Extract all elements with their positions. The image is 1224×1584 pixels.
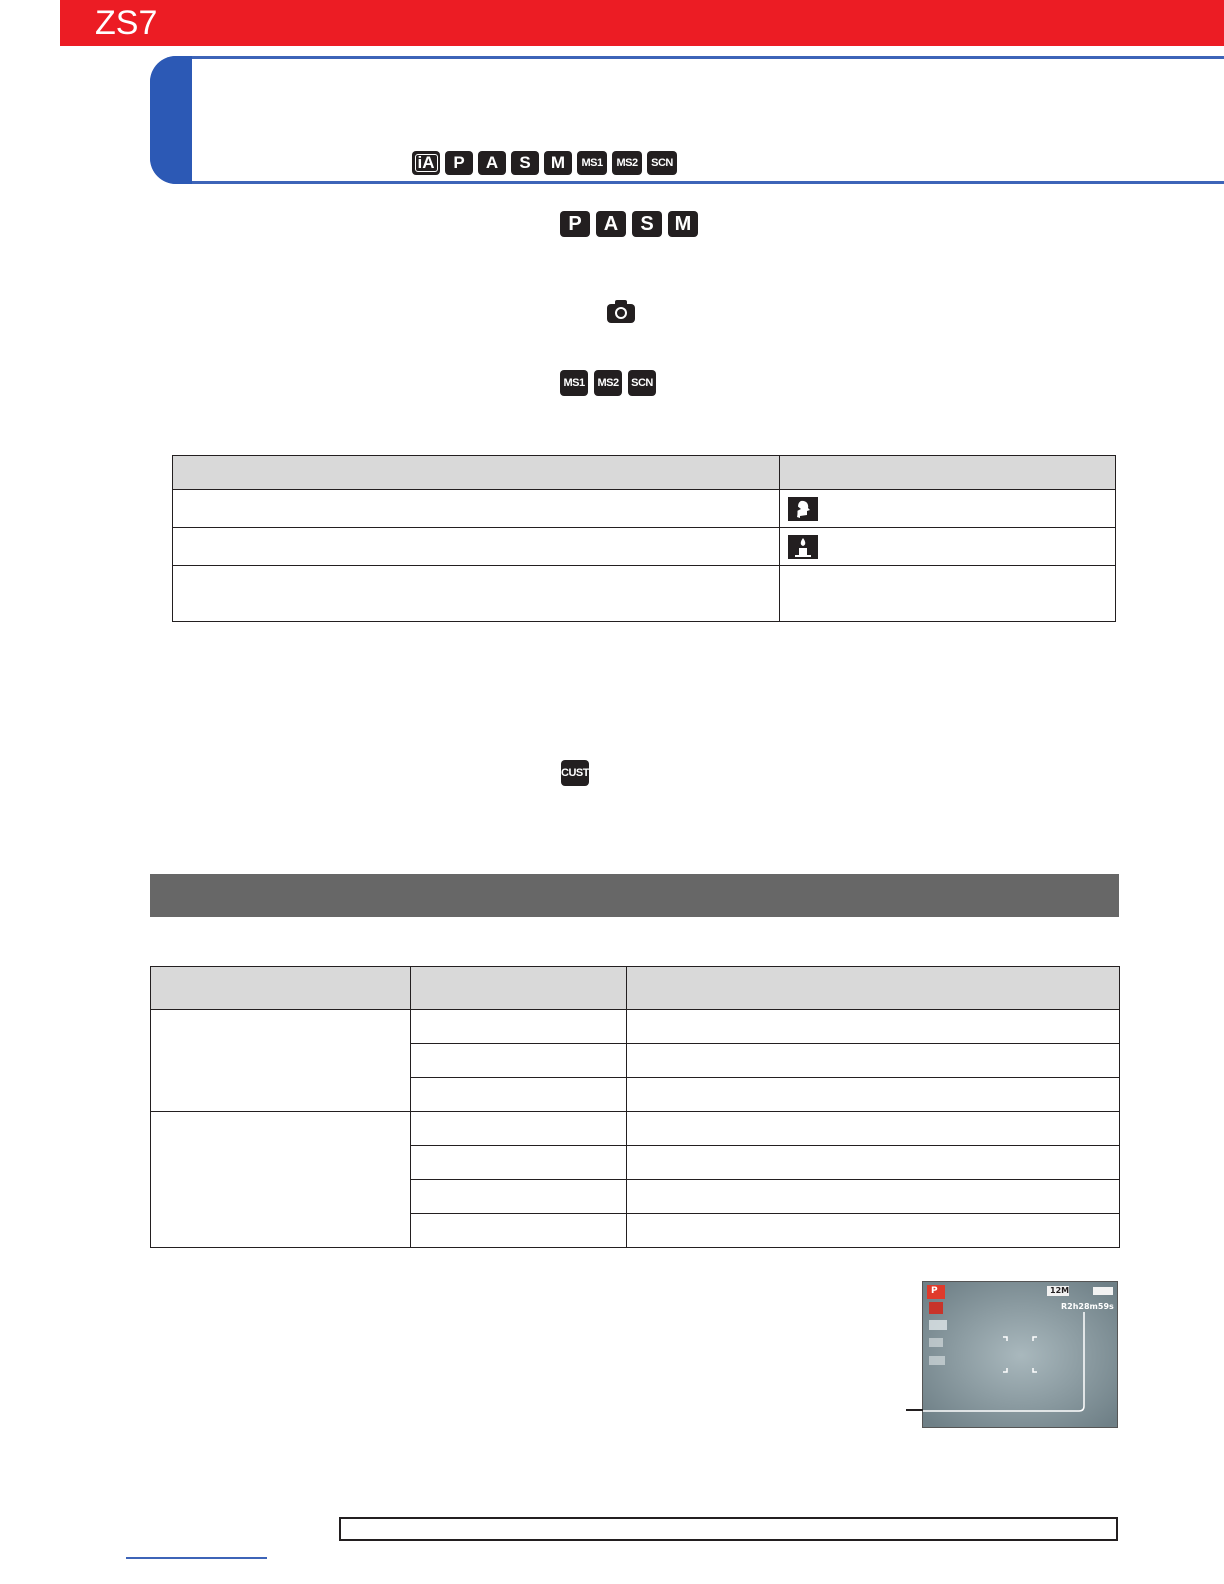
scene-mode-icon: SCN	[647, 151, 677, 175]
section-title-bar	[150, 874, 1119, 917]
table-cell	[411, 1044, 627, 1078]
group-label-cell	[151, 1112, 411, 1248]
model-name: ZS7	[95, 4, 158, 42]
table-row	[173, 490, 1116, 528]
custom-mode-icon: CUST	[561, 760, 589, 786]
lcd-picture-size: 12M	[1050, 1286, 1070, 1295]
table-cell	[627, 1180, 1120, 1214]
table-cell	[411, 1214, 627, 1248]
portrait-scene-icon	[788, 497, 818, 521]
aperture-priority-icon: A	[596, 211, 626, 237]
lcd-mode-badge: P	[931, 1286, 938, 1296]
manual-exposure-icon: M	[668, 211, 698, 237]
my-scene-1-icon: MS1	[560, 370, 588, 396]
intelligent-auto-icon: iA	[412, 151, 440, 175]
settings-table	[150, 966, 1120, 1248]
table-cell	[627, 1044, 1120, 1078]
top-header-bar	[60, 0, 1224, 46]
applicable-modes	[412, 151, 677, 175]
table-header-cell	[780, 456, 1116, 490]
program-ae-icon: P	[445, 151, 473, 175]
my-scene-2-icon: MS2	[612, 151, 642, 175]
table-cell	[780, 566, 1116, 622]
table-cell	[627, 1214, 1120, 1248]
table-cell	[627, 1112, 1120, 1146]
my-scene-1-icon: MS1	[577, 151, 607, 175]
title-tab	[150, 56, 192, 184]
table-cell	[411, 1112, 627, 1146]
table-row	[173, 566, 1116, 622]
aperture-priority-icon: A	[478, 151, 506, 175]
table-row	[151, 1112, 1120, 1146]
table-row	[173, 528, 1116, 566]
table-cell	[627, 1078, 1120, 1112]
callout-line	[906, 1409, 923, 1411]
table-header-cell	[627, 967, 1120, 1010]
table-cell	[627, 1010, 1120, 1044]
table-header-row	[173, 456, 1116, 490]
scene-icons	[560, 370, 656, 396]
shutter-priority-icon: S	[632, 211, 662, 237]
cust-icon-row	[561, 760, 589, 786]
candle-light-scene-icon	[788, 535, 818, 559]
table-cell	[780, 490, 1116, 528]
lcd-remaining-time: R2h28m59s	[1061, 1302, 1114, 1311]
title-frame	[150, 56, 1224, 184]
table-cell	[173, 490, 780, 528]
group-label-cell	[151, 1010, 411, 1112]
table-row	[151, 1010, 1120, 1044]
table-header-cell	[151, 967, 411, 1010]
shutter-priority-icon: S	[511, 151, 539, 175]
manual-exposure-icon: M	[544, 151, 572, 175]
table-header-cell	[411, 967, 627, 1010]
program-ae-icon: P	[560, 211, 590, 237]
table-cell	[411, 1010, 627, 1044]
table-cell	[411, 1078, 627, 1112]
table-header-row	[151, 967, 1120, 1010]
scene-table	[172, 455, 1116, 622]
footer-link-underline[interactable]	[126, 1557, 267, 1559]
table-cell	[780, 528, 1116, 566]
table-header-cell	[173, 456, 780, 490]
table-cell	[173, 528, 780, 566]
table-cell	[411, 1180, 627, 1214]
lcd-screen-illustration	[922, 1281, 1118, 1428]
camera-icon	[606, 298, 636, 324]
footer-box	[339, 1517, 1118, 1541]
my-scene-2-icon: MS2	[594, 370, 622, 396]
table-cell	[411, 1146, 627, 1180]
scene-mode-icon: SCN	[628, 370, 656, 396]
table-cell	[173, 566, 780, 622]
pasm-icons	[560, 211, 698, 237]
table-cell	[627, 1146, 1120, 1180]
